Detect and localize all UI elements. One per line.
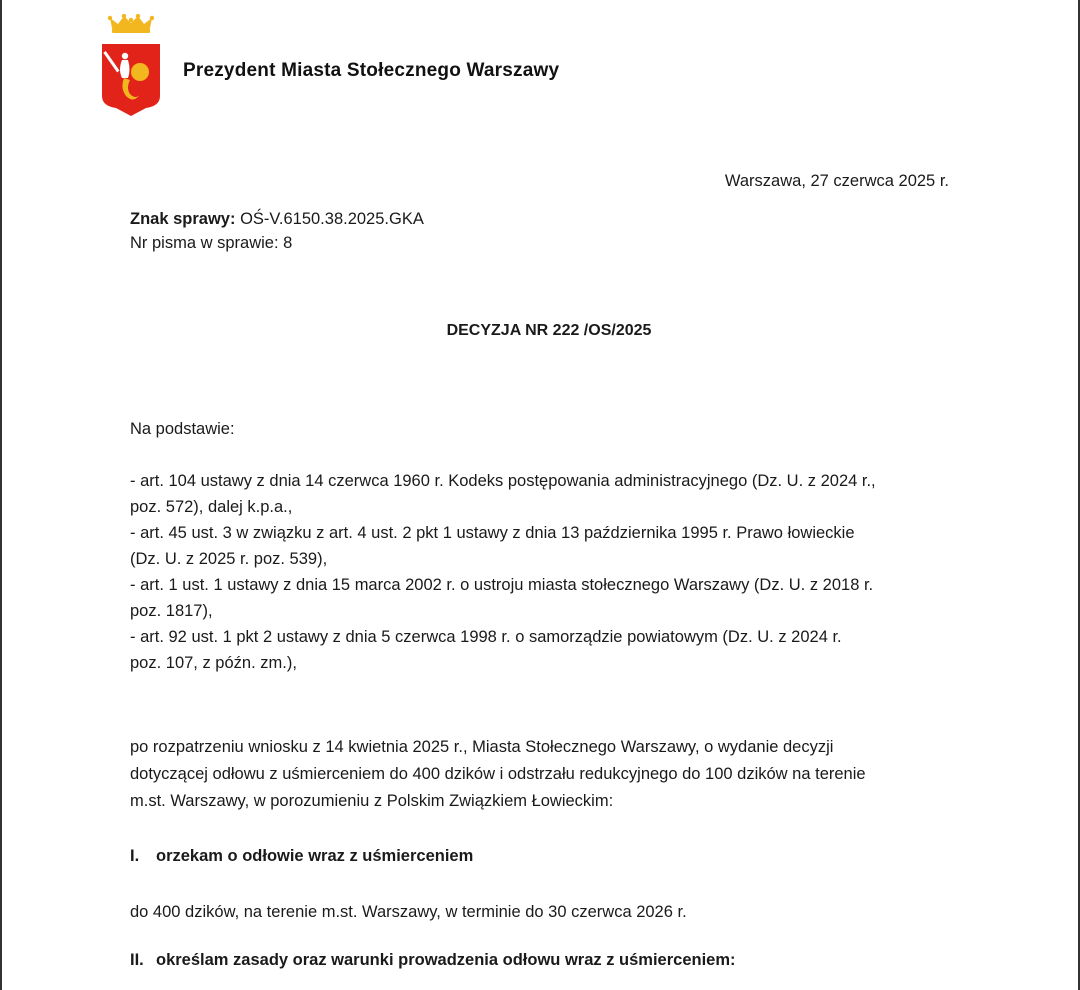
section-number: II. <box>130 951 144 969</box>
warsaw-coat-of-arms-icon <box>100 14 162 118</box>
legal-basis-line: - art. 104 ustawy z dnia 14 czerwca 1960 r. Kodeks postępowania administracyjnego (Dz. U. z 2024 r., <box>130 472 876 490</box>
letter-number: Nr pisma w sprawie: 8 <box>130 234 293 252</box>
legal-basis-item <box>130 624 960 676</box>
section-number: I. <box>130 847 140 865</box>
header-title: Prezydent Miasta Stołecznego Warszawy <box>183 60 560 81</box>
legal-basis-line: poz. 107, z późn. zm.), <box>130 654 297 672</box>
legal-basis-item <box>130 572 960 624</box>
section-heading-text: określam zasady oraz warunki prowadzenia odłowu wraz z uśmierceniem: <box>156 951 736 969</box>
legal-basis-line: poz. 572), dalej k.p.a., <box>130 498 293 516</box>
paragraph-line: m.st. Warszawy, w porozumieniu z Polskim Związkiem Łowieckim: <box>130 792 614 810</box>
legal-basis-line: (Dz. U. z 2025 r. poz. 539), <box>130 550 328 568</box>
legal-basis-list <box>130 468 960 676</box>
section-1-heading <box>130 847 473 866</box>
legal-basis-line: - art. 1 ust. 1 ustawy z dnia 15 marca 2002 r. o ustroju miasta stołecznego Warszawy (Dz. U. z 2018 r. <box>130 576 874 594</box>
legal-basis-line: poz. 1817), <box>130 602 213 620</box>
section-1-text: do 400 dzików, na terenie m.st. Warszawy, w terminie do 30 czerwca 2026 r. <box>130 903 687 921</box>
consideration-paragraph <box>130 734 960 815</box>
section-2-heading <box>130 951 736 970</box>
paragraph-line: dotyczącej odłowu z uśmierceniem do 400 dzików i odstrzału redukcyjnego do 100 dzików na terenie <box>130 765 866 783</box>
case-label: Znak sprawy: <box>130 210 236 228</box>
decision-title: DECYZJA NR 222 /OS/2025 <box>446 322 652 339</box>
legal-basis-item <box>130 520 960 572</box>
paragraph-line: po rozpatrzeniu wniosku z 14 kwietnia 2025 r., Miasta Stołecznego Warszawy, o wydanie decyzji <box>130 738 834 756</box>
case-number-line <box>130 207 424 231</box>
legal-basis-line: - art. 45 ust. 3 w związku z art. 4 ust. 2 pkt 1 ustawy z dnia 13 października 1995 r. Prawo łowieckie <box>130 524 855 542</box>
section-heading-text: orzekam o odłowie wraz z uśmierceniem <box>156 847 474 865</box>
basis-label: Na podstawie: <box>130 420 235 438</box>
case-metadata <box>130 207 424 255</box>
legal-basis-item <box>130 468 960 520</box>
legal-basis-line: - art. 92 ust. 1 pkt 2 ustawy z dnia 5 czerwca 1998 r. o samorządzie powiatowym (Dz. U. z 2024 r. <box>130 628 842 646</box>
document-date: Warszawa, 27 czerwca 2025 r. <box>724 172 949 190</box>
case-number: OŚ-V.6150.38.2025.GKA <box>240 210 424 228</box>
